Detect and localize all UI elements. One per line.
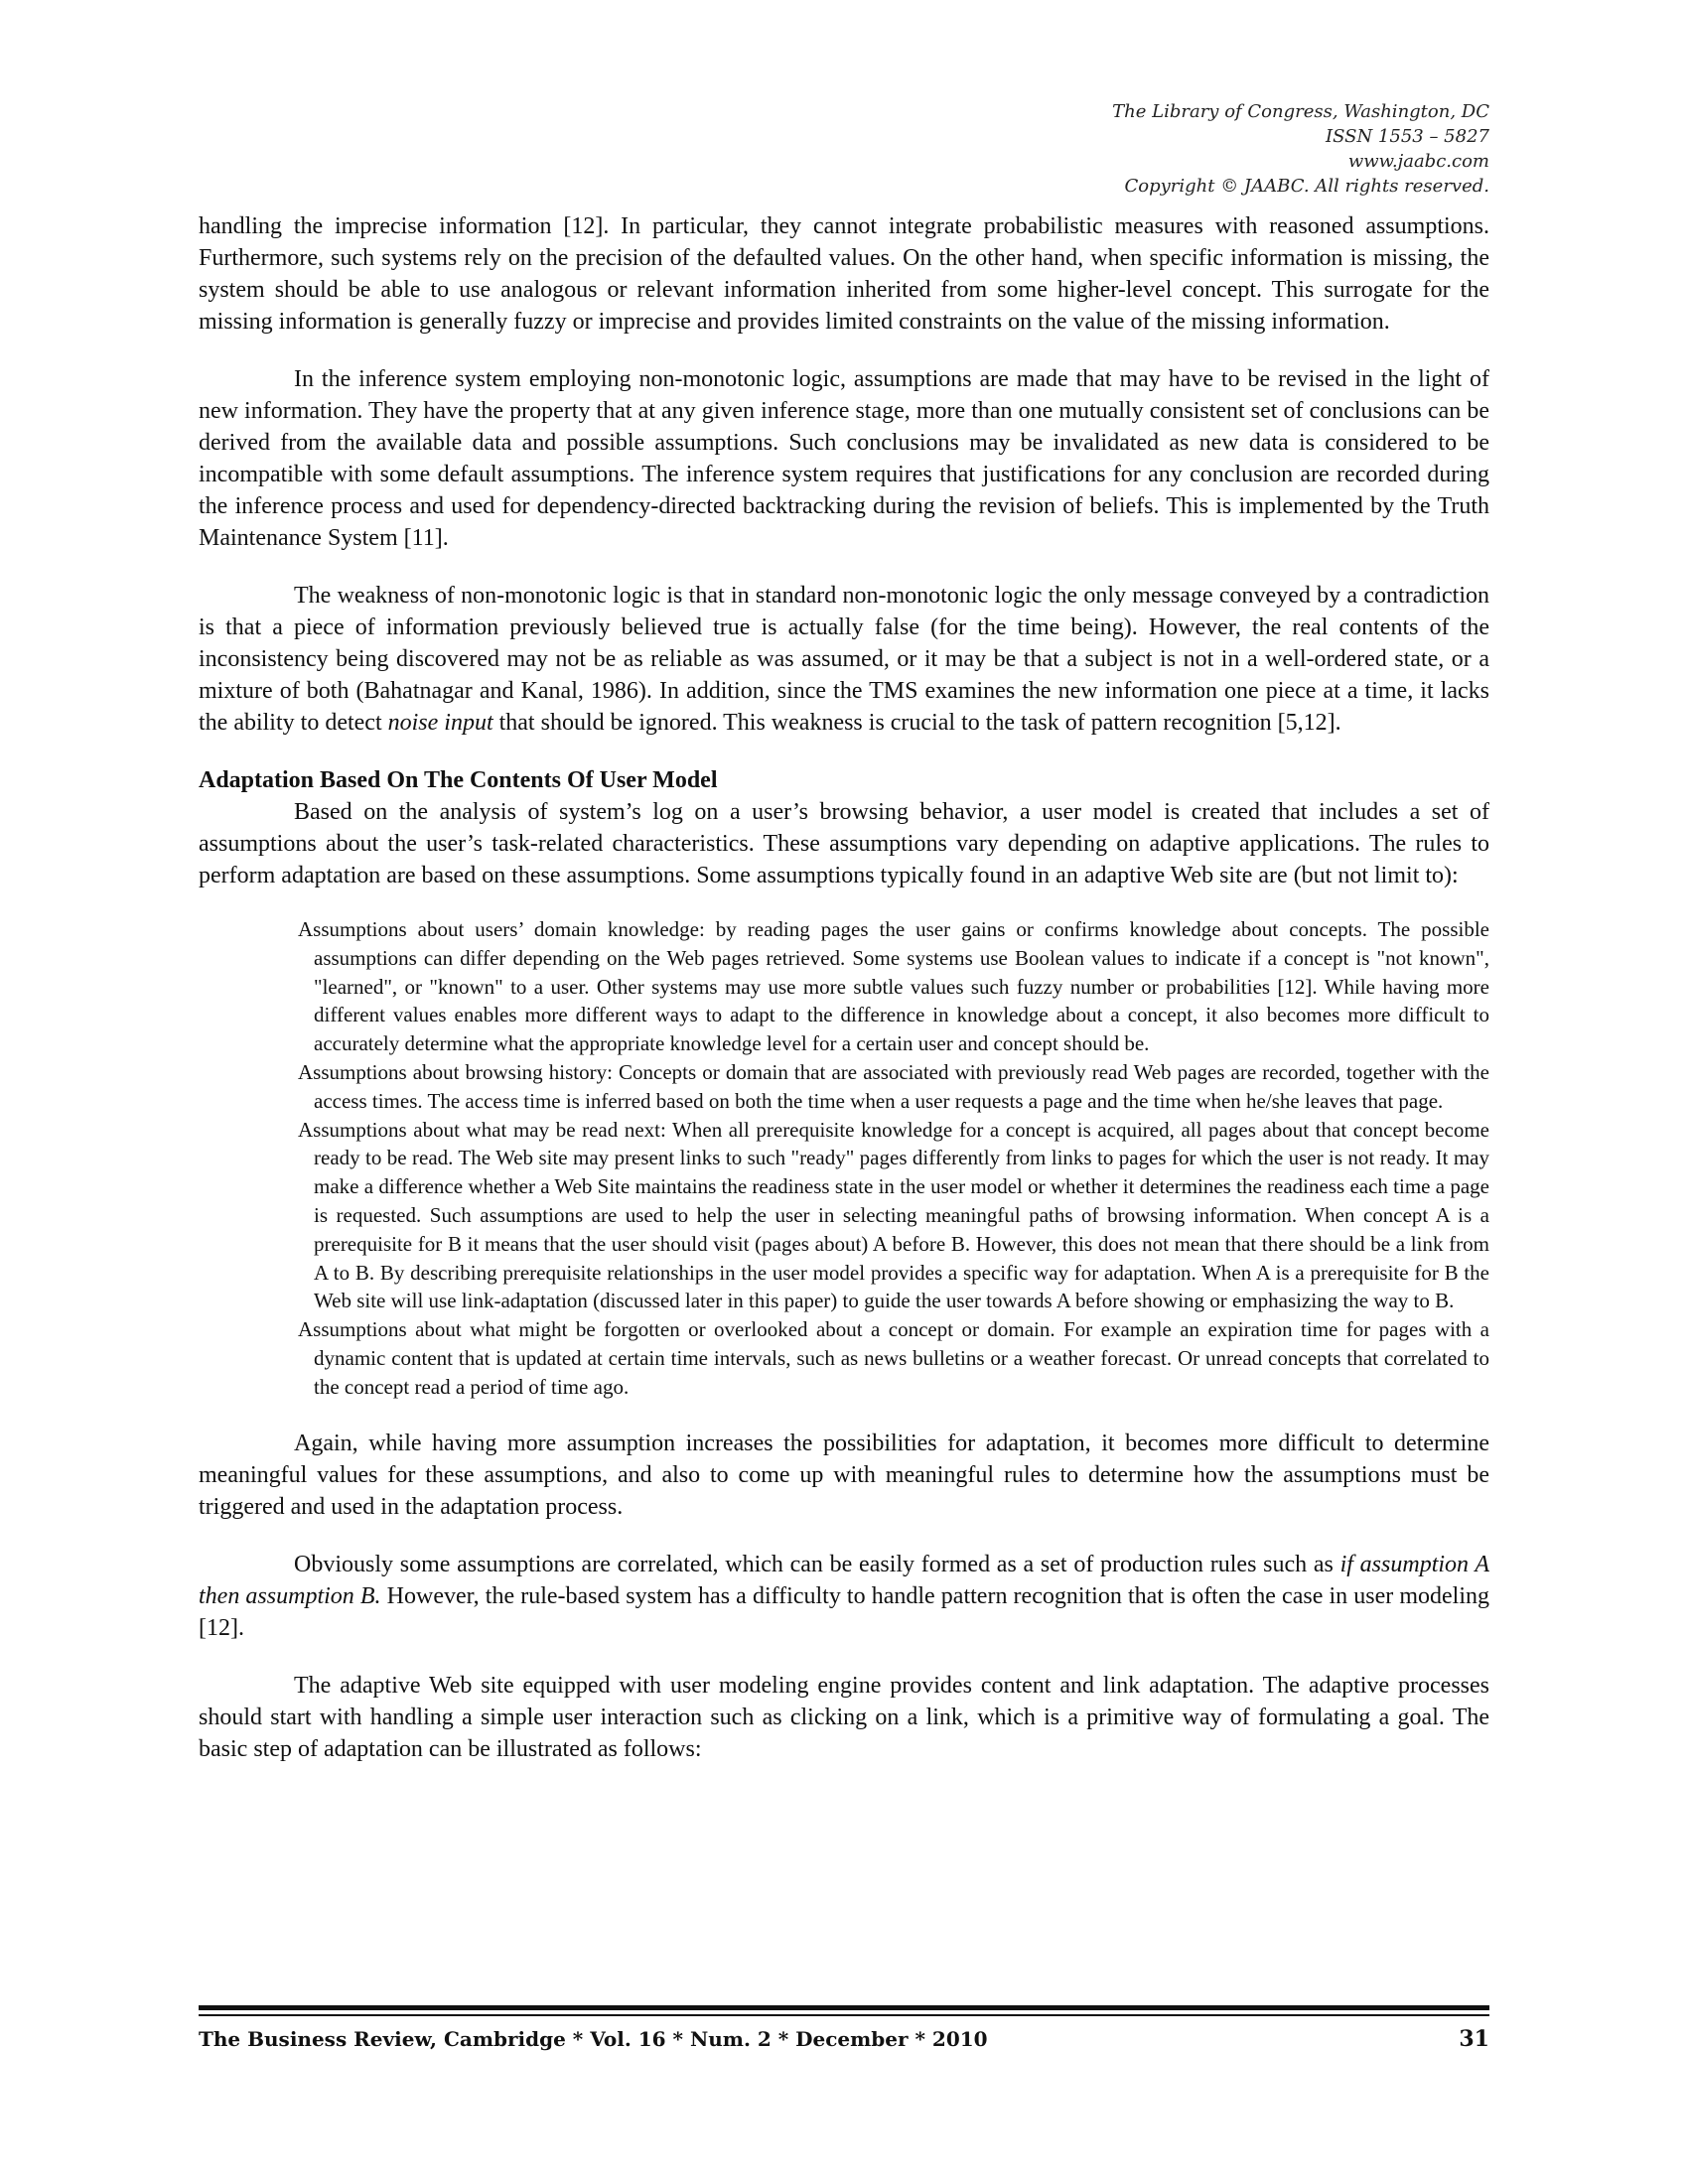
body-text	[199, 210, 1489, 1765]
assumption-list	[199, 915, 1489, 1402]
weakness-text-start: The weakness of non-monotonic logic is that in standard non-monotonic logic the only message conveyed by a contradiction is that a piece of information previously believed true is actually false (for the time being). However, the real contents of the inconsistency being discovered may not be as reliable as was assumed, or it may be that a subject is not in a well-ordered state, or a mixture of both (Bahatnagar and Kanal, 1986). In addition, since the TMS examines the new information one piece at a time, it lacks the ability to detect	[199, 583, 1489, 736]
header-copyright: Copyright © JAABC. All rights reserved.	[1124, 176, 1489, 197]
noise-input-term: noise input	[387, 710, 493, 736]
header-issn: ISSN 1553 – 5827	[1326, 126, 1489, 147]
list-item: Assumptions about browsing history: Concepts or domain that are associated with previously read Web pages are recorded, together with the access times. The access time is inferred based on both the time when a user requests a page and the time when he/she leaves that page.	[298, 1059, 1489, 1113]
paragraph-non-monotonic-logic: In the inference system employing non-monotonic logic, assumptions are made that may have to be revised in the light of new information. They have the property that at any given inference stage, more than one mutually consistent set of conclusions can be derived from the available data and possible assumptions. Such conclusions may be invalidated as new data is considered to be incompatible with some default assumptions. The inference system requires that justifications for any conclusion are recorded during the inference process and used for dependency-directed backtracking during the revision of beliefs. This is implemented by the Truth Maintenance System [11].	[199, 366, 1489, 551]
footer-rule-thick	[199, 2005, 1489, 2010]
paragraph-user-model: Based on the analysis of system’s log on a user’s browsing behavior, a user model is created that includes a set of assumptions about the user’s task-related characteristics. These assumptions vary depending on adaptive applications. The rules to perform adaptation are based on these assumptions. Some assumptions typically found in an adaptive Web site are (but not limit to):	[199, 799, 1489, 888]
paragraph-weakness	[199, 580, 1489, 739]
list-item: Assumptions about what might be forgotten or overlooked about a concept or domain. For example an expiration time for pages with a dynamic content that is updated at certain time intervals, such as news bulletins or a weather forecast. Or unread concepts that correlated to the concept read a period of time ago.	[298, 1317, 1489, 1399]
running-header	[1112, 99, 1489, 199]
paragraph-production-rules	[199, 1549, 1489, 1644]
header-publisher: The Library of Congress, Washington, DC	[1112, 101, 1489, 122]
header-website: www.jaabc.com	[1347, 151, 1489, 172]
production-rule-example: if assumption A then assumption B.	[199, 1551, 1489, 1609]
list-item: Assumptions about users’ domain knowledge: by reading pages the user gains or confirms knowledge about concepts. The possible assumptions can differ depending on the Web pages retrieved. Some systems use Boolean values to indicate if a concept is "not known", "learned", or "known" to a user. Other systems may use more subtle values such fuzzy number or probabilities [12]. While having more different values enables more different ways to adapt to the difference in knowledge about a concept, it also becomes more difficult to accurately determine what the appropriate knowledge level for a certain user and concept should be.	[298, 917, 1489, 1056]
page-number: 31	[1459, 2026, 1489, 2052]
production-rules-text-end: However, the rule-based system has a difficulty to handle pattern recognition that is often the case in user modeling [12].	[199, 1582, 1490, 1641]
list-item: Assumptions about what may be read next: When all prerequisite knowledge for a concept is acquired, all pages about that concept become ready to be read. The Web site may present links to such "ready" pages differently from links to pages for which the user is not ready. It may make a difference whether a Web Site maintains the readiness state in the user model or whether it determines the readiness each time a page is requested. Such assumptions are used to help the user in selecting meaningful paths of browsing information. When concept A is a prerequisite for B it means that the user should visit (pages about) A before B. However, this does not mean that there should be a link from A to B. By describing prerequisite relationships in the user model provides a specific way for adaptation. When A is a prerequisite for B the Web site will use link-adaptation (discussed later in this paper) to guide the user towards A before showing or emphasizing the way to B.	[298, 1117, 1489, 1313]
paragraph-more-assumptions: Again, while having more assumption increases the possibilities for adaptation, it becomes more difficult to determine meaningful values for these assumptions, and also to come up with meaningful rules to determine how the assumptions must be triggered and used in the adaptation process.	[199, 1430, 1489, 1520]
section-heading: Adaptation Based On The Contents Of User Model	[199, 767, 718, 793]
weakness-text-end: that should be ignored. This weakness is crucial to the task of pattern recognition [5,12].	[492, 710, 1341, 736]
production-rules-text-start: Obviously some assumptions are correlated, which can be easily formed as a set of production rules such as	[294, 1551, 1340, 1577]
paragraph-adaptive-web-site: The adaptive Web site equipped with user modeling engine provides content and link adaptation. The adaptive processes should start with handling a simple user interaction such as clicking on a link, which is a primitive way of formulating a goal. The basic step of adaptation can be illustrated as follows:	[199, 1672, 1489, 1762]
footer-rule-thin	[199, 2014, 1489, 2016]
paragraph-imprecise-information: handling the imprecise information [12]. In particular, they cannot integrate probabilistic measures with reasoned assumptions. Furthermore, such systems rely on the precision of the defaulted values. On the other hand, when specific information is missing, the system should be able to use analogous or relevant information inherited from some higher-level concept. This surrogate for the missing information is generally fuzzy or imprecise and provides limited constraints on the value of the missing information.	[199, 213, 1489, 335]
footer-journal-info: The Business Review, Cambridge * Vol. 16 * Num. 2 * December * 2010	[199, 2027, 988, 2051]
